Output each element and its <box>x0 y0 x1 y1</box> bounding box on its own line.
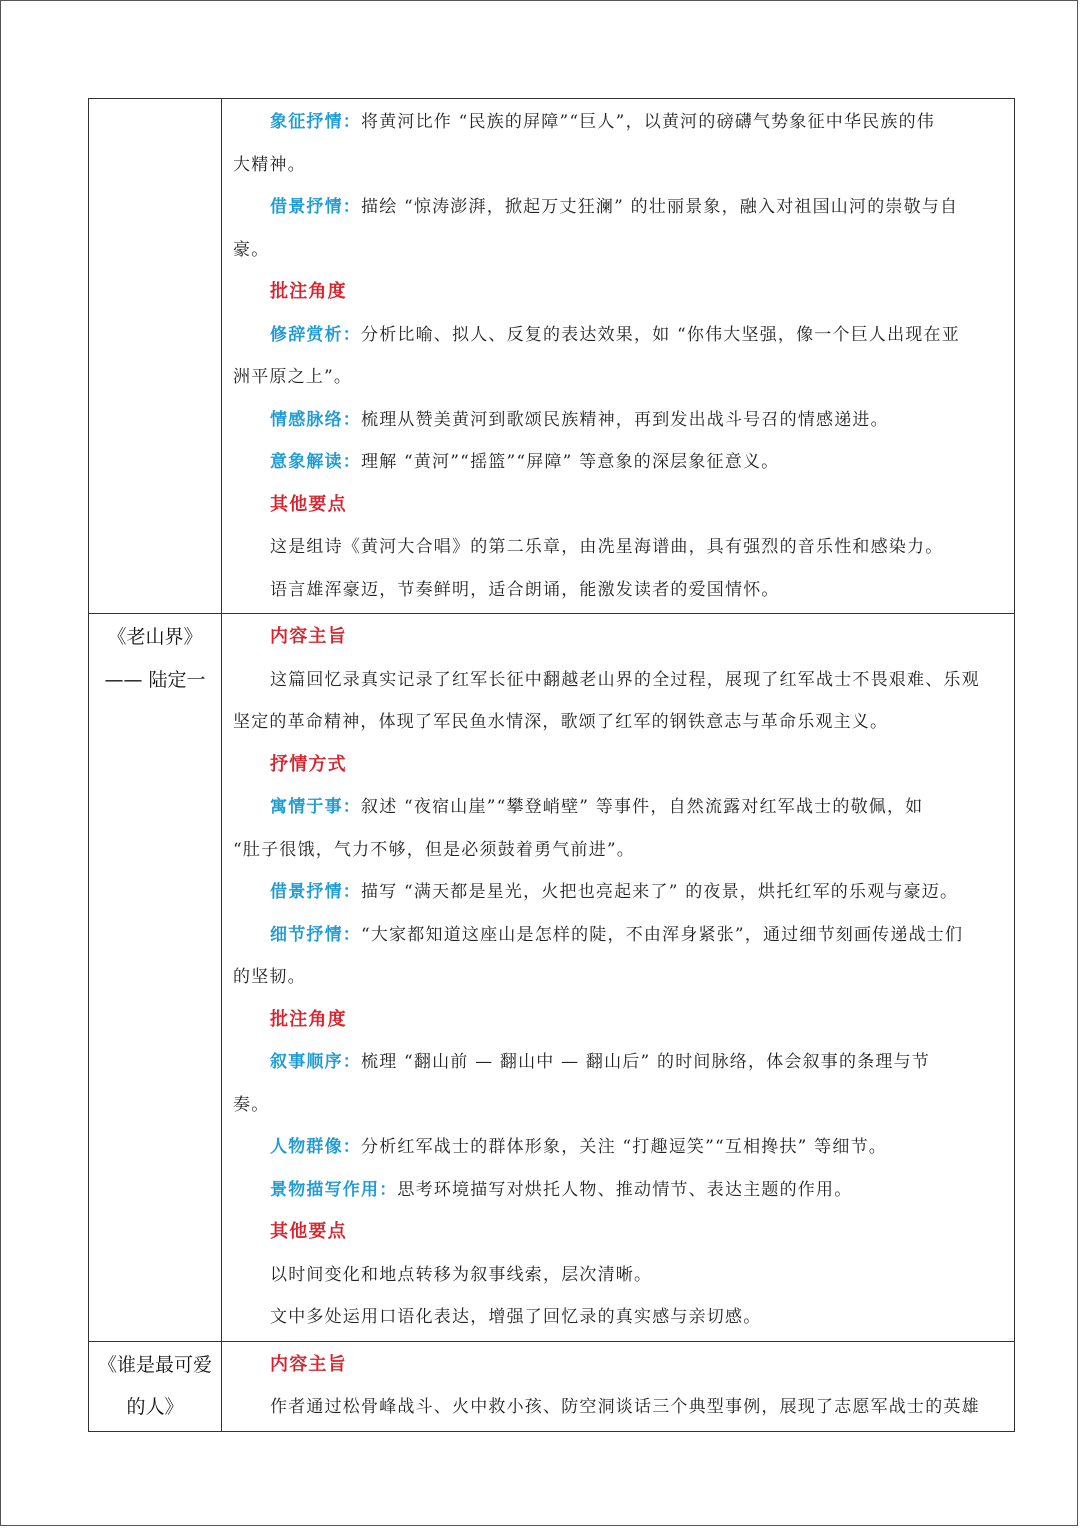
note-line <box>233 356 1004 399</box>
section-heading: 内容主旨 <box>270 1353 347 1375</box>
note-line <box>233 569 1004 612</box>
table-row <box>89 99 1015 614</box>
note-text: 分析比喻、拟人、反复的表达效果，如 “你伟大坚强，像一个巨人出现在亚 <box>361 324 960 345</box>
section-heading: 其他要点 <box>270 1221 347 1242</box>
note-text: 梳理从赞美黄河到歌颂民族精神，再到发出战斗号召的情感递进。 <box>361 409 889 430</box>
note-line <box>233 701 1004 744</box>
note-text: 以时间变化和地点转移为叙事线索，层次清晰。 <box>270 1264 653 1285</box>
key-term: 修辞赏析： <box>270 324 361 345</box>
note-line <box>233 1344 1004 1387</box>
notes-table <box>88 98 1015 1432</box>
note-line <box>233 526 1004 569</box>
note-line <box>233 229 1004 272</box>
note-line <box>233 616 1004 659</box>
note-line <box>233 1084 1004 1127</box>
lesson-notes-cell <box>222 614 1015 1342</box>
note-line <box>233 441 1004 484</box>
note-line <box>233 1041 1004 1084</box>
note-line <box>233 1211 1004 1254</box>
note-text: 作者通过松骨峰战斗、火中救小孩、防空洞谈话三个典型事例，展现了志愿军战士的英雄 <box>270 1397 980 1417</box>
note-line <box>233 999 1004 1042</box>
note-line <box>233 271 1004 314</box>
note-line <box>233 1386 1004 1429</box>
note-line <box>233 101 1004 144</box>
key-term: 借景抒情： <box>270 197 361 217</box>
note-text: “肚子很饿，气力不够，但是必须鼓着勇气前进”。 <box>233 839 635 860</box>
key-term: 细节抒情： <box>270 924 361 945</box>
key-term: 象征抒情： <box>270 112 361 132</box>
key-term: 人物群像： <box>270 1137 361 1157</box>
note-text: 语言雄浑豪迈，节奏鲜明，适合朗诵，能激发读者的爱国情怀。 <box>270 579 780 600</box>
key-term: 借景抒情： <box>270 882 361 902</box>
key-term: 寓情于事： <box>270 797 361 817</box>
lesson-title-line: 的人》 <box>126 1396 184 1418</box>
lesson-title-cell <box>89 99 222 614</box>
note-line <box>233 314 1004 357</box>
note-text: 大精神。 <box>233 154 306 175</box>
note-text: 这篇回忆录真实记录了红军长征中翻越老山界的全过程，展现了红军战士不畏艰难、乐观 <box>270 669 980 690</box>
lesson-title-line: —— 陆定一 <box>104 668 206 691</box>
note-text: 叙述 “夜宿山崖”“攀登峭壁” 等事件，自然流露对红军战士的敬佩，如 <box>361 797 924 817</box>
note-line <box>233 829 1004 872</box>
section-heading: 批注角度 <box>270 1008 347 1030</box>
note-line <box>233 871 1004 914</box>
note-text: 描写 “满天都是星光，火把也亮起来了” 的夜景，烘托红军的乐观与豪迈。 <box>361 882 959 902</box>
lesson-notes-cell <box>222 1341 1015 1431</box>
note-text: 豪。 <box>233 239 270 260</box>
lesson-notes-cell <box>222 99 1015 614</box>
lesson-title-cell <box>89 614 222 1342</box>
note-text: 文中多处运用口语化表达，增强了回忆录的真实感与亲切感。 <box>270 1307 762 1327</box>
note-line <box>233 956 1004 999</box>
note-line <box>233 1126 1004 1169</box>
table-row <box>89 614 1015 1342</box>
key-term: 叙事顺序： <box>270 1052 361 1072</box>
note-text: 坚定的革命精神，体现了军民鱼水情深，歌颂了红军的钢铁意志与革命乐观主义。 <box>233 712 889 732</box>
note-line <box>233 399 1004 442</box>
section-heading: 抒情方式 <box>270 753 347 775</box>
key-term: 意象解读： <box>270 452 361 472</box>
lesson-title-cell <box>89 1341 222 1431</box>
note-text: 理解 “黄河”“摇篮”“屏障” 等意象的深层象征意义。 <box>361 452 780 472</box>
note-line <box>233 786 1004 829</box>
note-line <box>233 186 1004 229</box>
note-text: 洲平原之上”。 <box>233 367 353 387</box>
note-line <box>233 144 1004 187</box>
section-heading: 内容主旨 <box>270 626 347 647</box>
section-heading: 批注角度 <box>270 281 347 302</box>
note-line <box>233 1169 1004 1212</box>
note-text: 描绘 “惊涛澎湃，掀起万丈狂澜” 的壮丽景象，融入对祖国山河的崇敬与自 <box>361 197 959 217</box>
lesson-title-line: 《谁是最可爱 <box>97 1353 212 1376</box>
lesson-title-line: 《老山界》 <box>107 626 203 648</box>
note-line <box>233 659 1004 702</box>
note-text: 奏。 <box>233 1094 270 1115</box>
key-term: 情感脉络： <box>270 409 361 430</box>
note-line <box>233 914 1004 957</box>
note-line <box>233 1296 1004 1339</box>
note-line <box>233 1254 1004 1297</box>
note-line <box>233 484 1004 527</box>
note-text: 思考环境描写对烘托人物、推动情节、表达主题的作用。 <box>397 1179 853 1200</box>
table-row <box>89 1341 1015 1431</box>
key-term: 景物描写作用： <box>270 1179 398 1200</box>
note-line <box>233 744 1004 787</box>
section-heading: 其他要点 <box>270 493 347 515</box>
note-text: 这是组诗《黄河大合唱》的第二乐章，由冼星海谱曲，具有强烈的音乐性和感染力。 <box>270 537 944 557</box>
note-text: 将黄河比作 “民族的屏障”“巨人”，以黄河的磅礴气势象征中华民族的伟 <box>361 112 935 132</box>
note-text: “大家都知道这座山是怎样的陡，不由浑身紧张”，通过细节刻画传递战士们 <box>361 924 964 945</box>
note-text: 的坚韧。 <box>233 967 306 987</box>
note-text: 分析红军战士的群体形象，关注 “打趣逗笑”“互相搀扶” 等细节。 <box>361 1137 887 1157</box>
note-text: 梳理 “翻山前 — 翻山中 — 翻山后” 的时间脉络，体会叙事的条理与节 <box>361 1052 931 1072</box>
